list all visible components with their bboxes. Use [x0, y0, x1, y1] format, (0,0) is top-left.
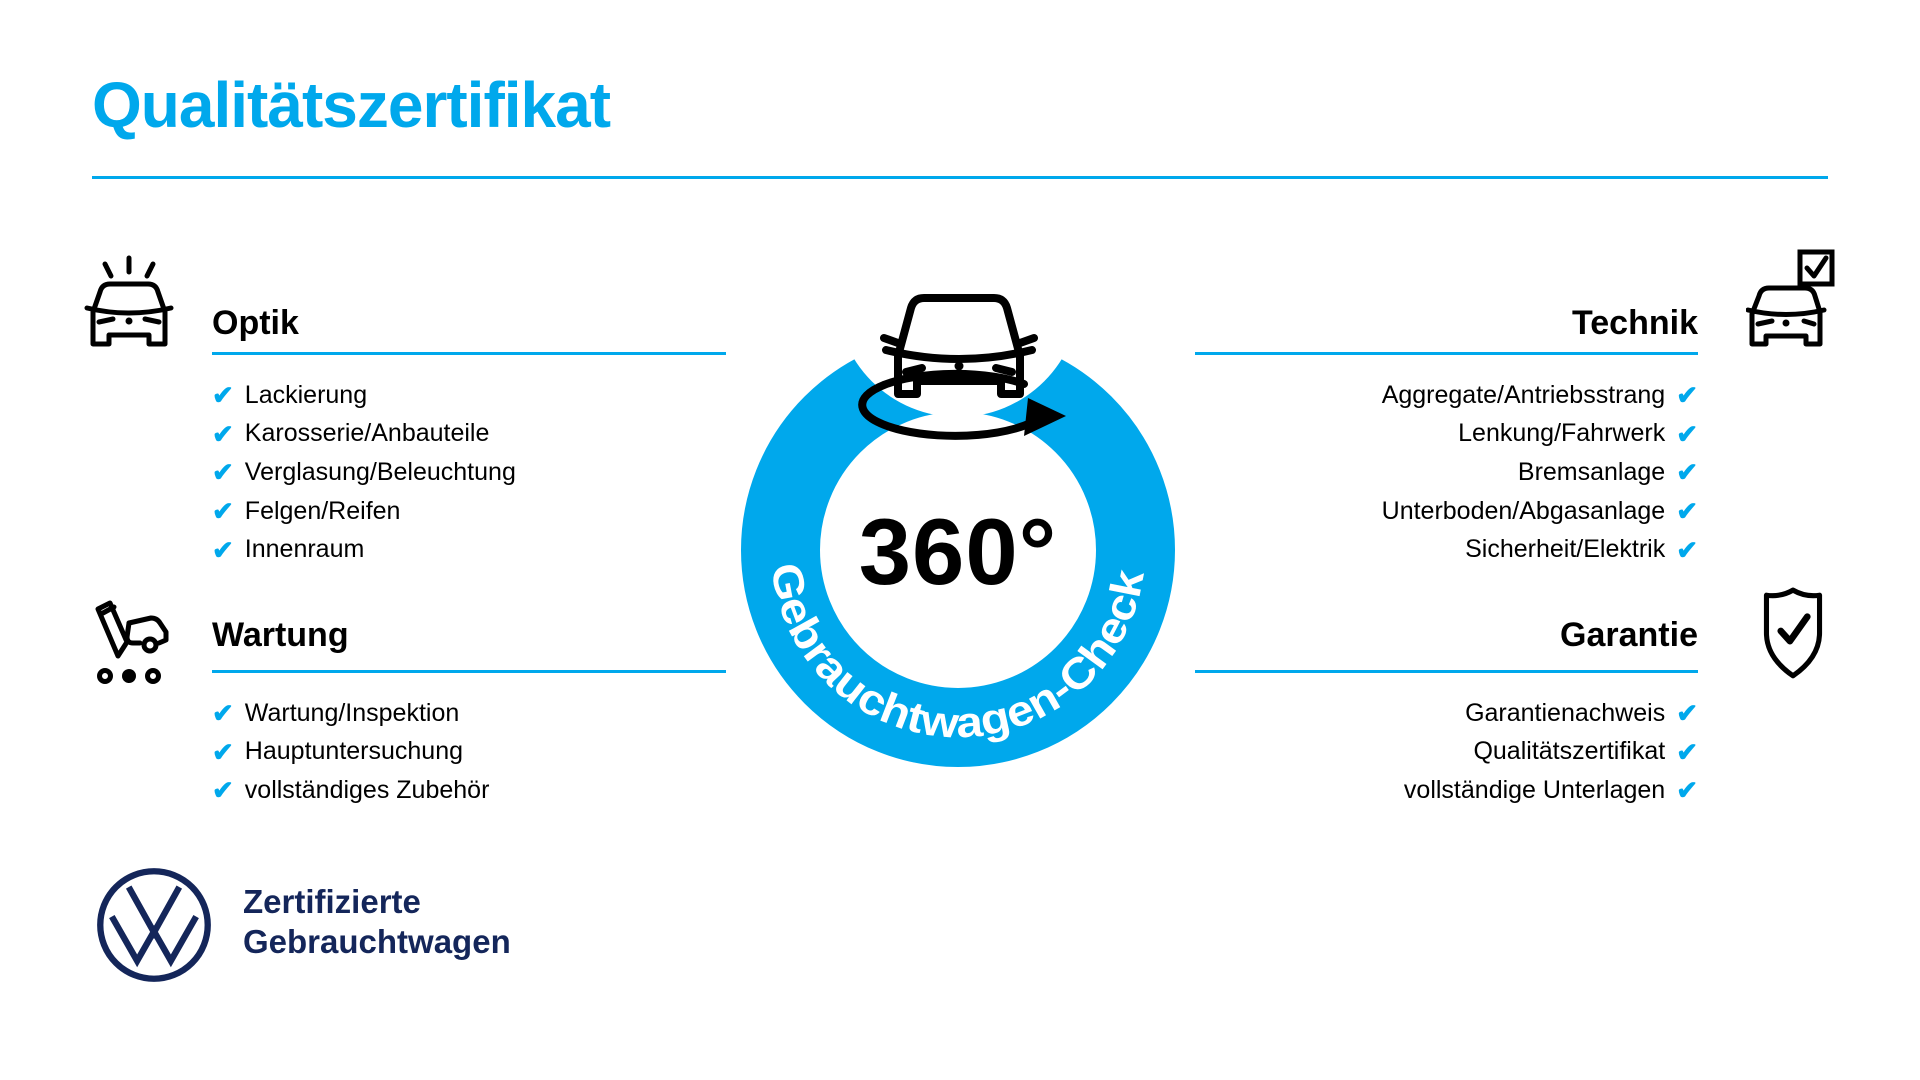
vw-logo — [95, 866, 213, 984]
check-icon: ✔ — [1676, 775, 1698, 806]
check-icon: ✔ — [212, 534, 234, 565]
garantie-heading: Garantie — [1560, 616, 1698, 654]
car-front-headlights-icon — [83, 248, 175, 363]
optik-heading: Optik — [212, 304, 299, 342]
check-icon: ✔ — [212, 418, 234, 449]
check-icon: ✔ — [212, 698, 234, 729]
item-label: vollständiges Zubehör — [244, 775, 490, 804]
logo-line2: Gebrauchtwagen — [243, 923, 511, 960]
item-label: Innenraum — [244, 535, 365, 564]
degree-label: 360° — [858, 499, 1058, 604]
ring-label-text: Gebrauchtwagen-Check — [760, 559, 1154, 748]
item-label: Lenkung/Fahrwerk — [1458, 419, 1666, 448]
wartung-heading: Wartung — [212, 616, 349, 654]
item-label: Qualitätszertifikat — [1473, 737, 1666, 766]
technik-section-icon — [1746, 246, 1838, 361]
item-label: Wartung/Inspektion — [244, 698, 460, 727]
check-icon: ✔ — [1676, 418, 1698, 449]
item-label: Verglasung/Beleuchtung — [244, 457, 516, 486]
item-label: Karosserie/Anbauteile — [244, 419, 490, 448]
check-icon: ✔ — [1676, 496, 1698, 527]
check-icon: ✔ — [212, 457, 234, 488]
check-icon: ✔ — [212, 380, 234, 411]
check-icon: ✔ — [1676, 380, 1698, 411]
optik-section-icon — [83, 248, 175, 363]
check-icon: ✔ — [1676, 698, 1698, 729]
garantie-section-icon — [1754, 584, 1832, 684]
check-icon: ✔ — [1676, 736, 1698, 767]
item-label: Hauptuntersuchung — [244, 737, 464, 766]
item-label: Felgen/Reifen — [244, 496, 401, 525]
optik-rule — [212, 352, 726, 355]
shield-check-icon — [1754, 584, 1832, 684]
service-truck-pencil-icon — [83, 576, 175, 691]
item-label: Garantienachweis — [1465, 698, 1666, 727]
title-rule — [92, 176, 1828, 179]
page-title: Qualitätszertifikat — [92, 69, 611, 141]
check-icon: ✔ — [212, 775, 234, 806]
check-icon: ✔ — [212, 736, 234, 767]
item-label: Aggregate/Antriebsstrang — [1381, 380, 1666, 409]
item-label: Unterboden/Abgasanlage — [1381, 496, 1666, 525]
car-checkbox-icon — [1746, 246, 1838, 361]
item-label: Sicherheit/Elektrik — [1465, 535, 1666, 564]
check-icon: ✔ — [1676, 457, 1698, 488]
technik-heading: Technik — [1572, 304, 1698, 342]
check-icon: ✔ — [1676, 534, 1698, 565]
item-label: vollständige Unterlagen — [1403, 775, 1666, 804]
logo-line1: Zertifizierte — [243, 883, 421, 920]
item-label: Lackierung — [244, 380, 368, 409]
check-icon: ✔ — [212, 496, 234, 527]
wartung-section-icon — [83, 576, 175, 691]
technik-rule — [1195, 352, 1698, 355]
wartung-rule — [212, 670, 726, 673]
logo-wordmark — [243, 882, 511, 962]
garantie-rule — [1195, 670, 1698, 673]
item-label: Bremsanlage — [1517, 457, 1666, 486]
vw-roundel-icon — [95, 866, 213, 984]
